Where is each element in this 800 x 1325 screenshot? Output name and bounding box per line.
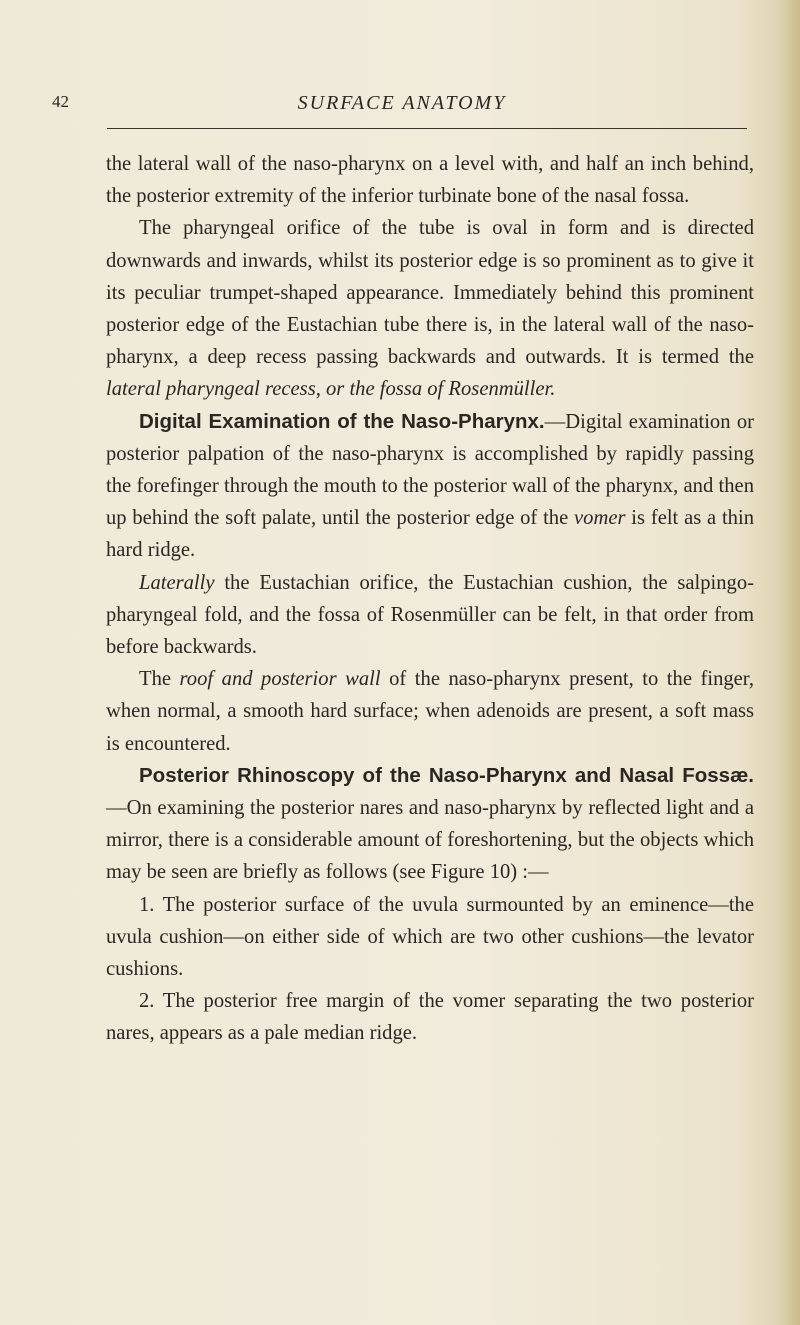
paragraph-digital-examination: Digital Examination of the Naso-Pharynx.—Digital examination or posterior palpation of the naso-pharynx is accomplished by rapidly passing the forefinger through the mouth to the posterior wall of the pharynx, and then up behind the soft palate, until the posterior edge of the vomer is felt as a thin hard ridge. xyxy=(106,409,754,562)
running-head xyxy=(52,92,752,126)
italic-term: Laterally xyxy=(139,571,215,594)
paragraph-laterally: Laterally the Eustachian orifice, the Eustachian cushion, the salpingo-pharyngeal fold, and the fossa of Rosenmüller can be felt, in that order from before backwards. xyxy=(106,571,754,659)
italic-term: roof and posterior wall xyxy=(179,668,381,691)
list-item-vomer: 2. The posterior free margin of the vomer separating the two posterior nares, appears as a pale median ridge. xyxy=(106,990,754,1045)
list-item-uvula: 1. The posterior surface of the uvula surmounted by an eminence—the uvula cushion—on either side of which are two other cushions—the levator cushions. xyxy=(106,893,754,981)
paragraph-posterior-rhinoscopy: Posterior Rhinoscopy of the Naso-Pharynx and Nasal Fossæ.—On examining the posterior nares and naso-pharynx by reflected light and a mirror, there is a considerable amount of foreshortening, but the objects which may be seen are briefly as follows (see Figure 10) :— xyxy=(106,763,754,884)
body-text xyxy=(106,148,754,1050)
section-heading-posterior-rhinoscopy: Posterior Rhinoscopy of the Naso-Pharynx and Nasal Fossæ. xyxy=(139,763,754,787)
paragraph-continuation: the lateral wall of the naso-pharynx on a level with, and half an inch behind, the posterior extremity of the inferior turbinate bone of the nasal fossa. xyxy=(106,153,754,208)
paragraph-roof-posterior-wall: The roof and posterior wall of the naso-pharynx present, to the finger, when normal, a smooth hard surface; when adenoids are present, a soft mass is encountered. xyxy=(106,668,754,755)
italic-term: lateral pharyngeal recess, or the fossa of Rosenmüller. xyxy=(106,378,556,401)
running-title: SURFACE ANATOMY xyxy=(297,92,507,114)
italic-term: vomer xyxy=(574,507,626,530)
page-number: 42 xyxy=(52,92,69,111)
paragraph-pharyngeal-orifice: The pharyngeal orifice of the tube is oval in form and is directed downwards and inwards, whilst its posterior edge is so prominent as to give it its peculiar trumpet-shaped appearance. Immediately behind this prominent posterior edge of the Eustachian tube there is, in the lateral wall of the naso-pharynx, a deep recess passing backwards and outwards. It is termed the lateral pharyngeal recess, or the fossa of Rosenmüller. xyxy=(106,217,754,401)
section-heading-digital-examination: Digital Examination of the Naso-Pharynx. xyxy=(139,409,545,433)
page-edge-shadow xyxy=(778,0,800,1325)
header-rule xyxy=(107,128,747,129)
